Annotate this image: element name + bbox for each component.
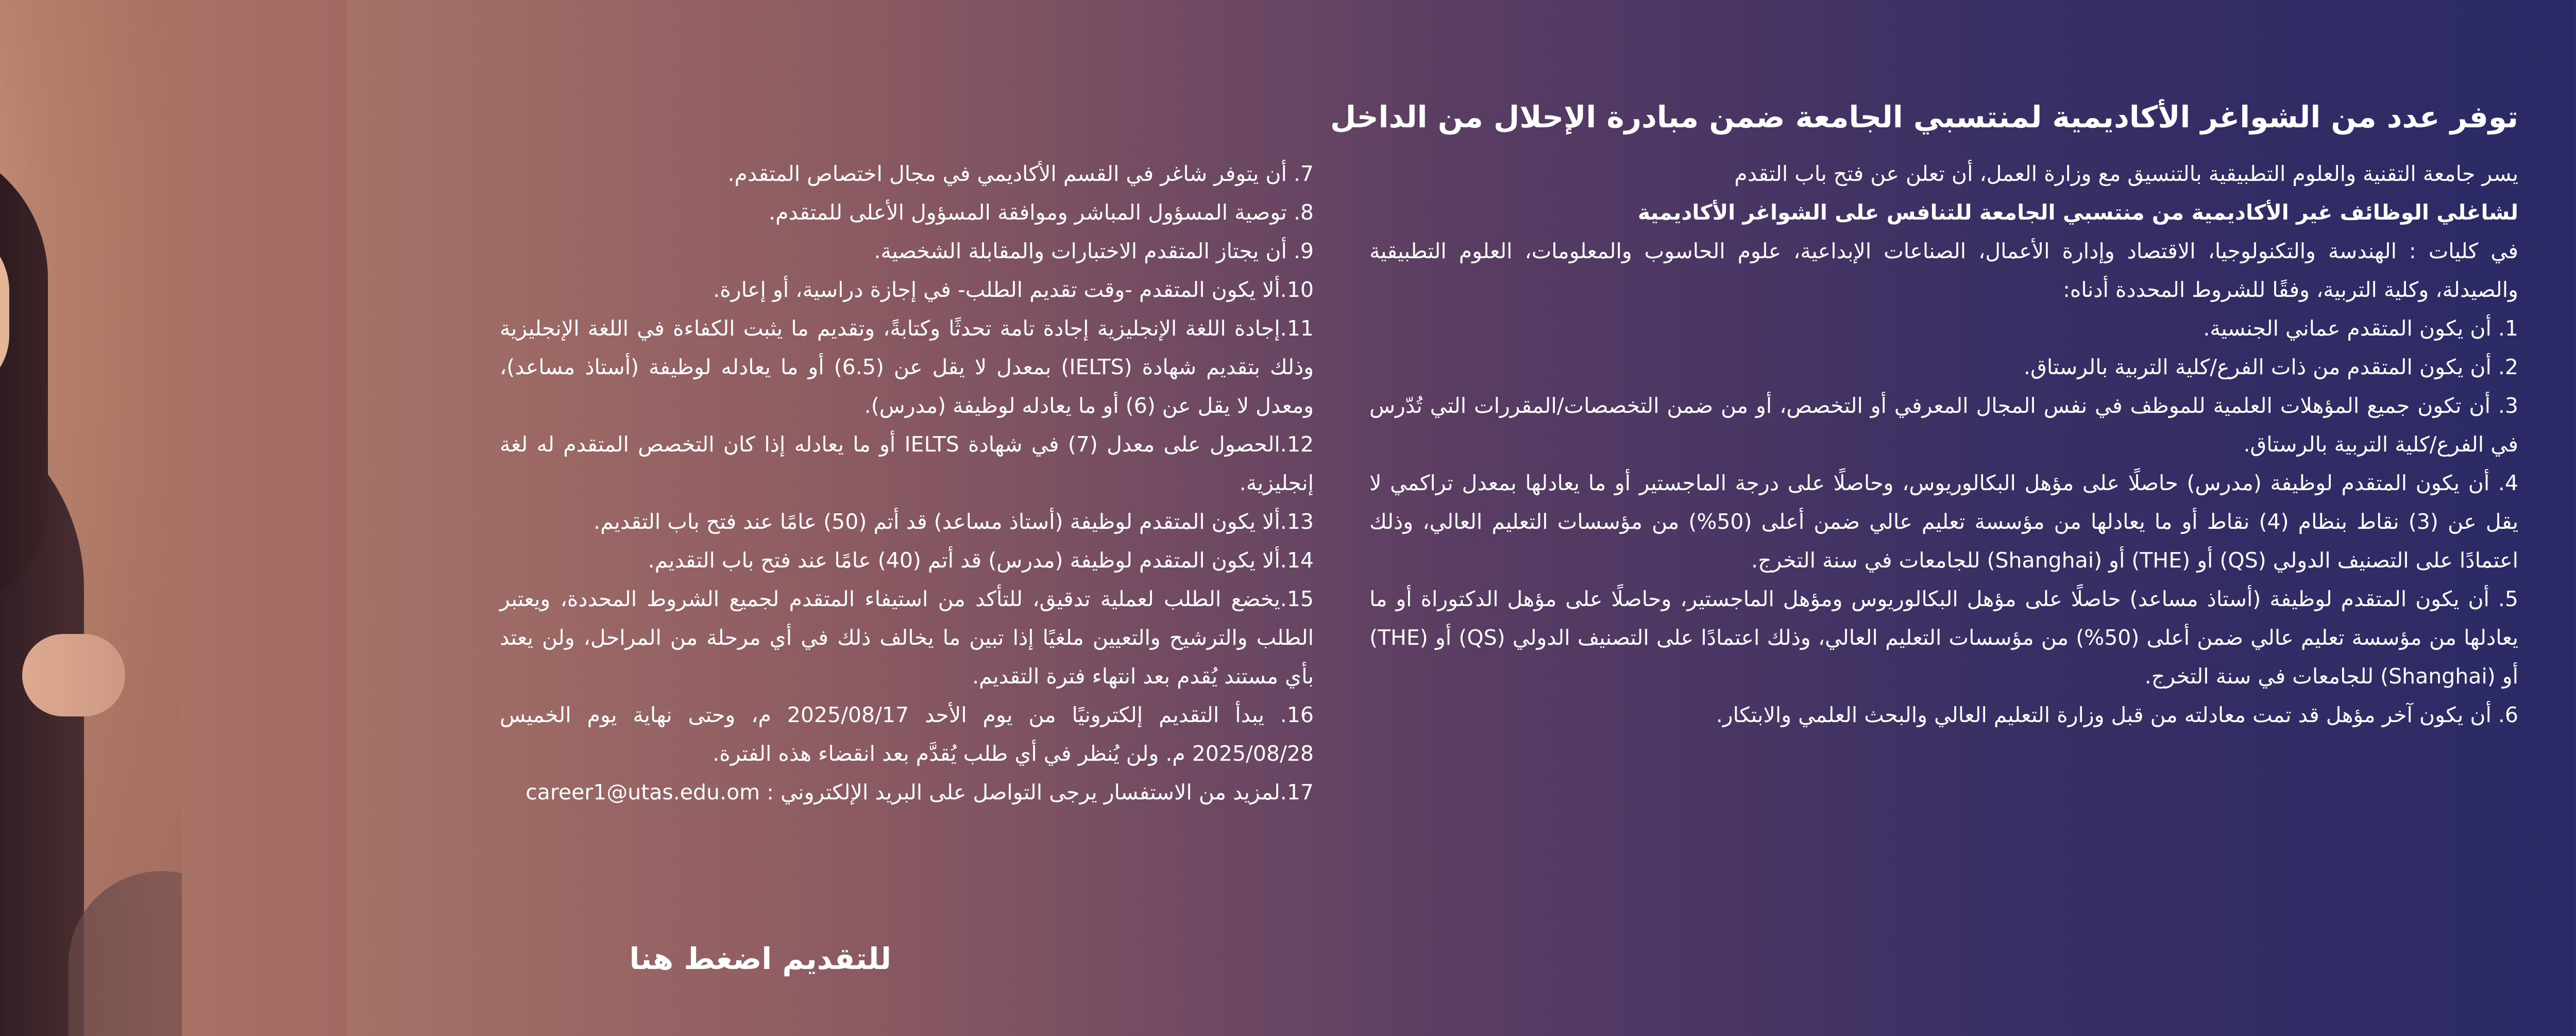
intro-line-3: في كليات : الهندسة والتكنولوجيا، الاقتصاد وإدارة الأعمال، الصناعات الإبداعية، علوم الحاسوب والمعلومات، العلوم التطبيقية والصيدلة، وكلية التربية، وفقًا للشروط المحددة أدناه: (1369, 239, 2518, 302)
condition-item-1: 1. أن يكون المتقدم عماني الجنسية. (2203, 316, 2518, 341)
condition-item-9: 9. أن يجتاز المتقدم الاختبارات والمقابلة الشخصية. (874, 239, 1314, 263)
condition-item-4: 4. أن يكون المتقدم لوظيفة (مدرس) حاصلًا على مؤهل البكالوريوس، وحاصلًا على درجة الماجستير أو ما يعادلها بمعدل تراكمي لا يقل عن (3) نقاط بنظام (4) نقاط أو ما يعادلها من مؤسسة تعليم عالي ضمن أعلى (50%) من مؤسسات التعليم العالي، وذلك اعتمادًا على التصنيف الدولي (QS) أو (THE) أو (Shanghai) للجامعات في سنة التخرج. (1369, 471, 2518, 573)
intro-line-2: لشاغلي الوظائف غير الأكاديمية من منتسبي الجامعة للتنافس على الشواغر الأكاديمية (1637, 200, 2518, 225)
condition-item-10: 10.ألا يكون المتقدم -وقت تقديم الطلب- في إجازة دراسية، أو إعارة. (713, 277, 1314, 302)
photo-fade (0, 0, 347, 1036)
condition-item-8: 8. توصية المسؤول المباشر وموافقة المسؤول الأعلى للمتقدم. (769, 200, 1314, 225)
right-column (1369, 155, 2518, 734)
condition-item-16: 16. يبدأ التقديم إلكترونيًا من يوم الأحد 2025/08/17 م، وحتى نهاية يوم الخميس 2025/08/28 م. ولن يُنظر في أي طلب يُقدَّم بعد انقضاء هذه الفترة. (500, 703, 1314, 766)
condition-item-13: 13.ألا يكون المتقدم لوظيفة (أستاذ مساعد) قد أتم (50) عامًا عند فتح باب التقديم. (594, 509, 1314, 534)
condition-item-3: 3. أن تكون جميع المؤهلات العلمية للموظف في نفس المجال المعرفي أو التخصص، أو من ضمن التخصصات/المقررات التي تُدّرس في الفرع/كلية التربية بالرستاق. (1369, 393, 2518, 457)
condition-item-14: 14.ألا يكون المتقدم لوظيفة (مدرس) قد أتم (40) عامًا عند فتح باب التقديم. (648, 548, 1314, 573)
condition-item-5: 5. أن يكون المتقدم لوظيفة (أستاذ مساعد) حاصلًا على مؤهل البكالوريوس ومؤهل الماجستير، وحاصلًا على مؤهل الدكتوراة أو ما يعادلها من مؤسسة تعليم عالي ضمن أعلى (50%) من مؤسسات التعليم العالي، وذلك اعتمادًا على التصنيف الدولي (QS) أو (THE) أو (Shanghai) للجامعات في سنة التخرج. (1369, 587, 2518, 689)
condition-item-17: 17.لمزيد من الاستفسار يرجى التواصل على البريد الإلكتروني : career1@utas.edu.om (526, 780, 1314, 805)
page-title: توفر عدد من الشواغر الأكاديمية لمنتسبي الجامعة ضمن مبادرة الإحلال من الداخل (1330, 99, 2518, 135)
condition-item-12: 12.الحصول على معدل (7) في شهادة IELTS أو ما يعادله إذا كان التخصص المتقدم له لغة إنجليزية. (500, 432, 1314, 495)
apply-link[interactable]: للتقديم اضغط هنا (629, 941, 891, 976)
condition-item-15: 15.يخضع الطلب لعملية تدقيق، للتأكد من استيفاء المتقدم لجميع الشروط المحددة، ويعتبر الطلب والترشيح والتعيين ملغيًا إذا تبين ما يخالف ذلك في أي مرحلة من المراحل، ولن يعتد بأي مستند يُقدم بعد انتهاء فترة التقديم. (500, 587, 1314, 689)
condition-item-11: 11.إجادة اللغة الإنجليزية إجادة تامة تحدثًا وكتابةً، وتقديم ما يثبت الكفاءة في اللغة الإنجليزية وذلك بتقديم شهادة (IELTS) بمعدل لا يقل عن (6.5) أو ما يعادله لوظيفة (أستاذ مساعد)، ومعدل لا يقل عن (6) أو ما يعادله لوظيفة (مدرس). (500, 316, 1314, 418)
condition-item-6: 6. أن يكون آخر مؤهل قد تمت معادلته من قبل وزارة التعليم العالي والبحث العلمي والابتكار. (1716, 703, 2518, 727)
intro-line-1: يسر جامعة التقنية والعلوم التطبيقية بالتنسيق مع وزارة العمل، أن تعلن عن فتح باب التقدم (1734, 161, 2518, 186)
left-column (500, 155, 1314, 812)
condition-item-2: 2. أن يكون المتقدم من ذات الفرع/كلية التربية بالرستاق. (2024, 355, 2518, 379)
condition-item-7: 7. أن يتوفر شاغر في القسم الأكاديمي في مجال اختصاص المتقدم. (727, 161, 1314, 186)
